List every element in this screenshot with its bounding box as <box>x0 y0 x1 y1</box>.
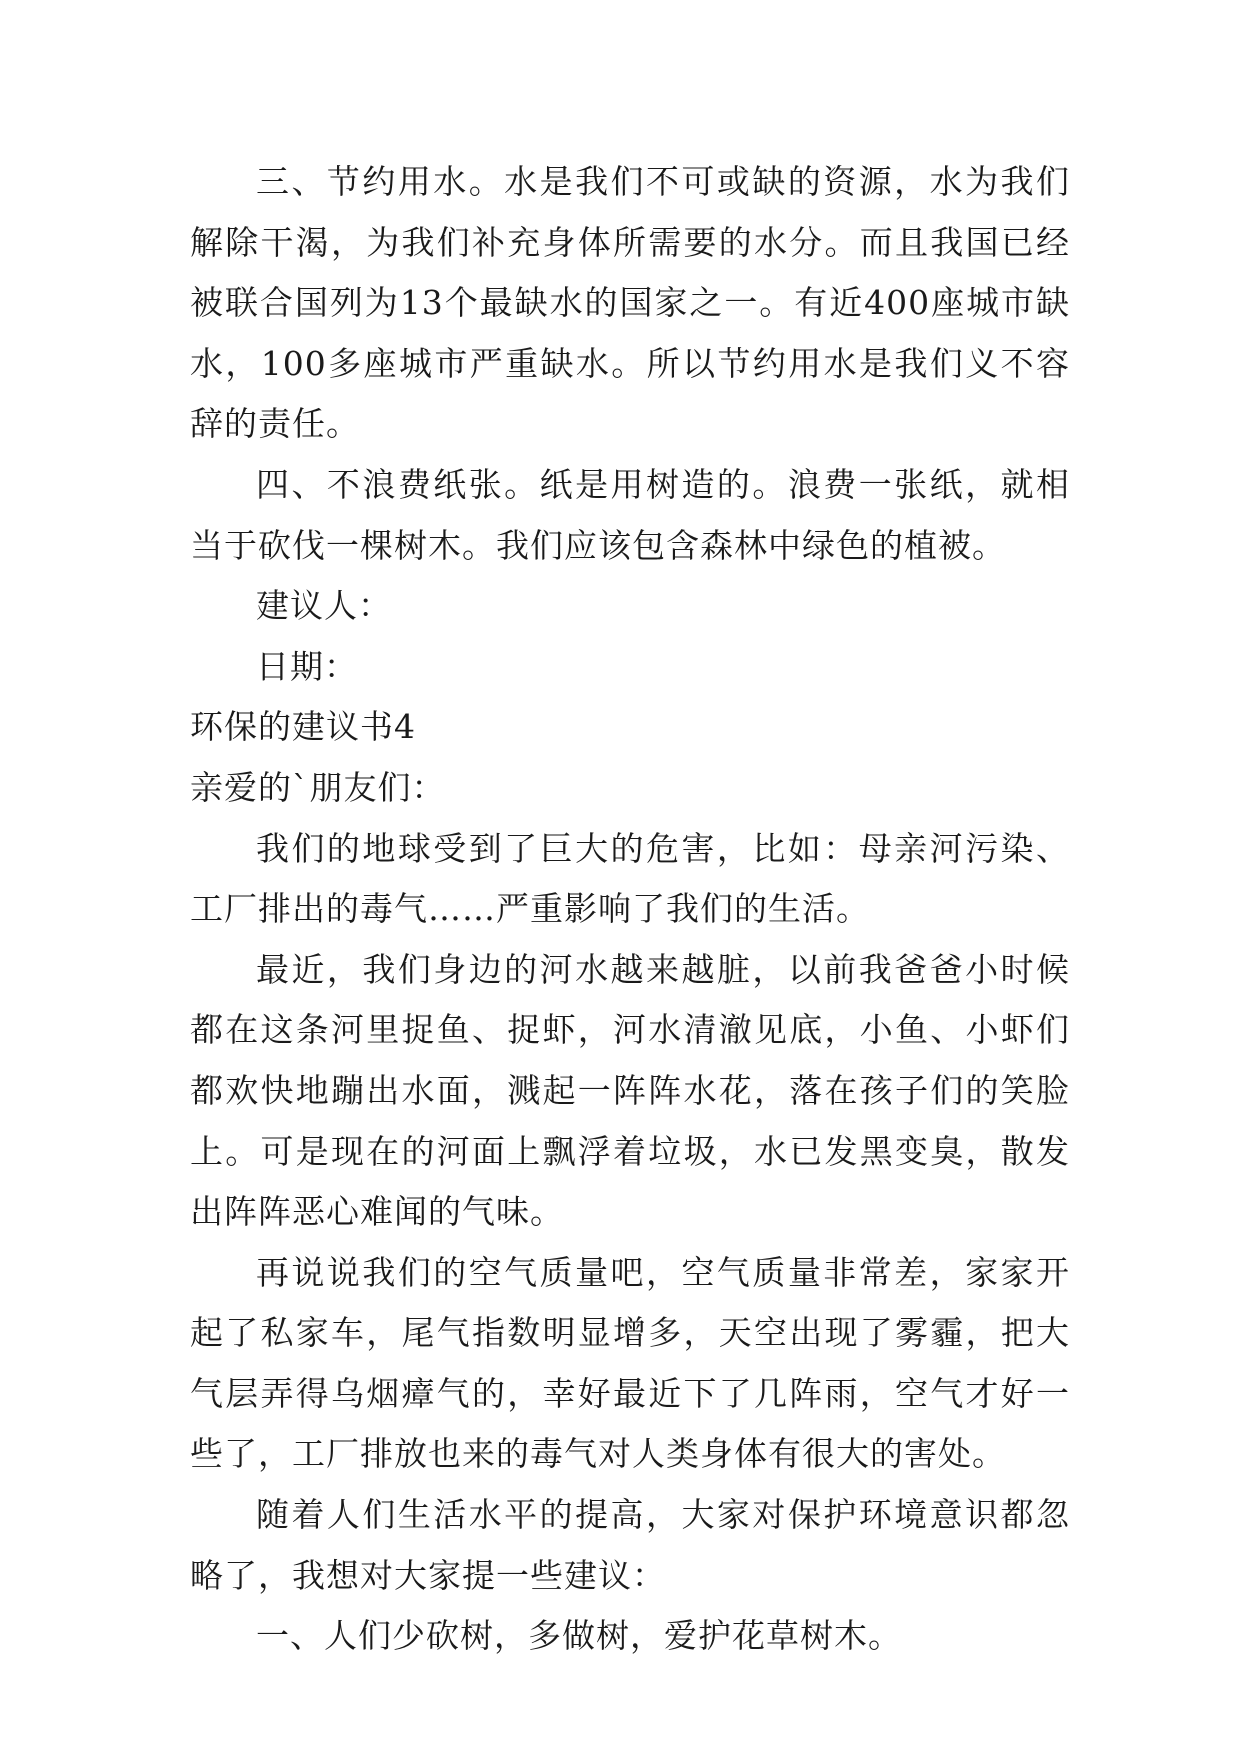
paragraph-earth-harm: 我们的地球受到了巨大的危害，比如：母亲河污染、工厂排出的毒气……严重影响了我们的生活。 <box>190 828 1070 929</box>
date-label: 日期： <box>256 646 358 686</box>
paragraph-suggestion-intro: 随着人们生活水平的提高，大家对保护环境意识都忽略了，我想对大家提一些建议： <box>190 1495 1070 1595</box>
salutation: 亲爱的`朋友们： <box>190 767 446 807</box>
proposer-label: 建议人： <box>256 586 392 626</box>
paragraph-water-saving: 三、节约用水。水是我们不可或缺的资源，水为我们解除干渴，为我们补充身体所需要的水分。而且我国已经被联合国列为13个最缺水的国家之一。有近400座城市缺水，100多座城市严重缺水。所以节约用水是我们义不容辞的责任。 <box>190 162 1070 444</box>
document-body <box>190 152 1070 1667</box>
paragraph-river-pollution: 最近，我们身边的河水越来越脏，以前我爸爸小时候都在这条河里捉鱼、捉虾，河水清澈见底，小鱼、小虾们都欢快地蹦出水面，溅起一阵阵水花，落在孩子们的笑脸上。可是现在的河面上飘浮着垃圾，水已发黑变臭，散发出阵阵恶心难闻的气味。 <box>190 949 1070 1232</box>
section-title: 环保的建议书4 <box>190 707 416 747</box>
paragraph-paper-saving: 四、不浪费纸张。纸是用树造的。浪费一张纸，就相当于砍伐一棵树木。我们应该包含森林中绿色的植被。 <box>190 464 1070 565</box>
paragraph-air-quality: 再说说我们的空气质量吧，空气质量非常差，家家开起了私家车，尾气指数明显增多，天空出现了雾霾，把大气层弄得乌烟瘴气的，幸好最近下了几阵雨，空气才好一些了，工厂排放也来的毒气对人类身体有很大的害处。 <box>190 1252 1070 1474</box>
paragraph-suggestion-one: 一、人们少砍树，多做树，爱护花草树木。 <box>256 1616 902 1656</box>
